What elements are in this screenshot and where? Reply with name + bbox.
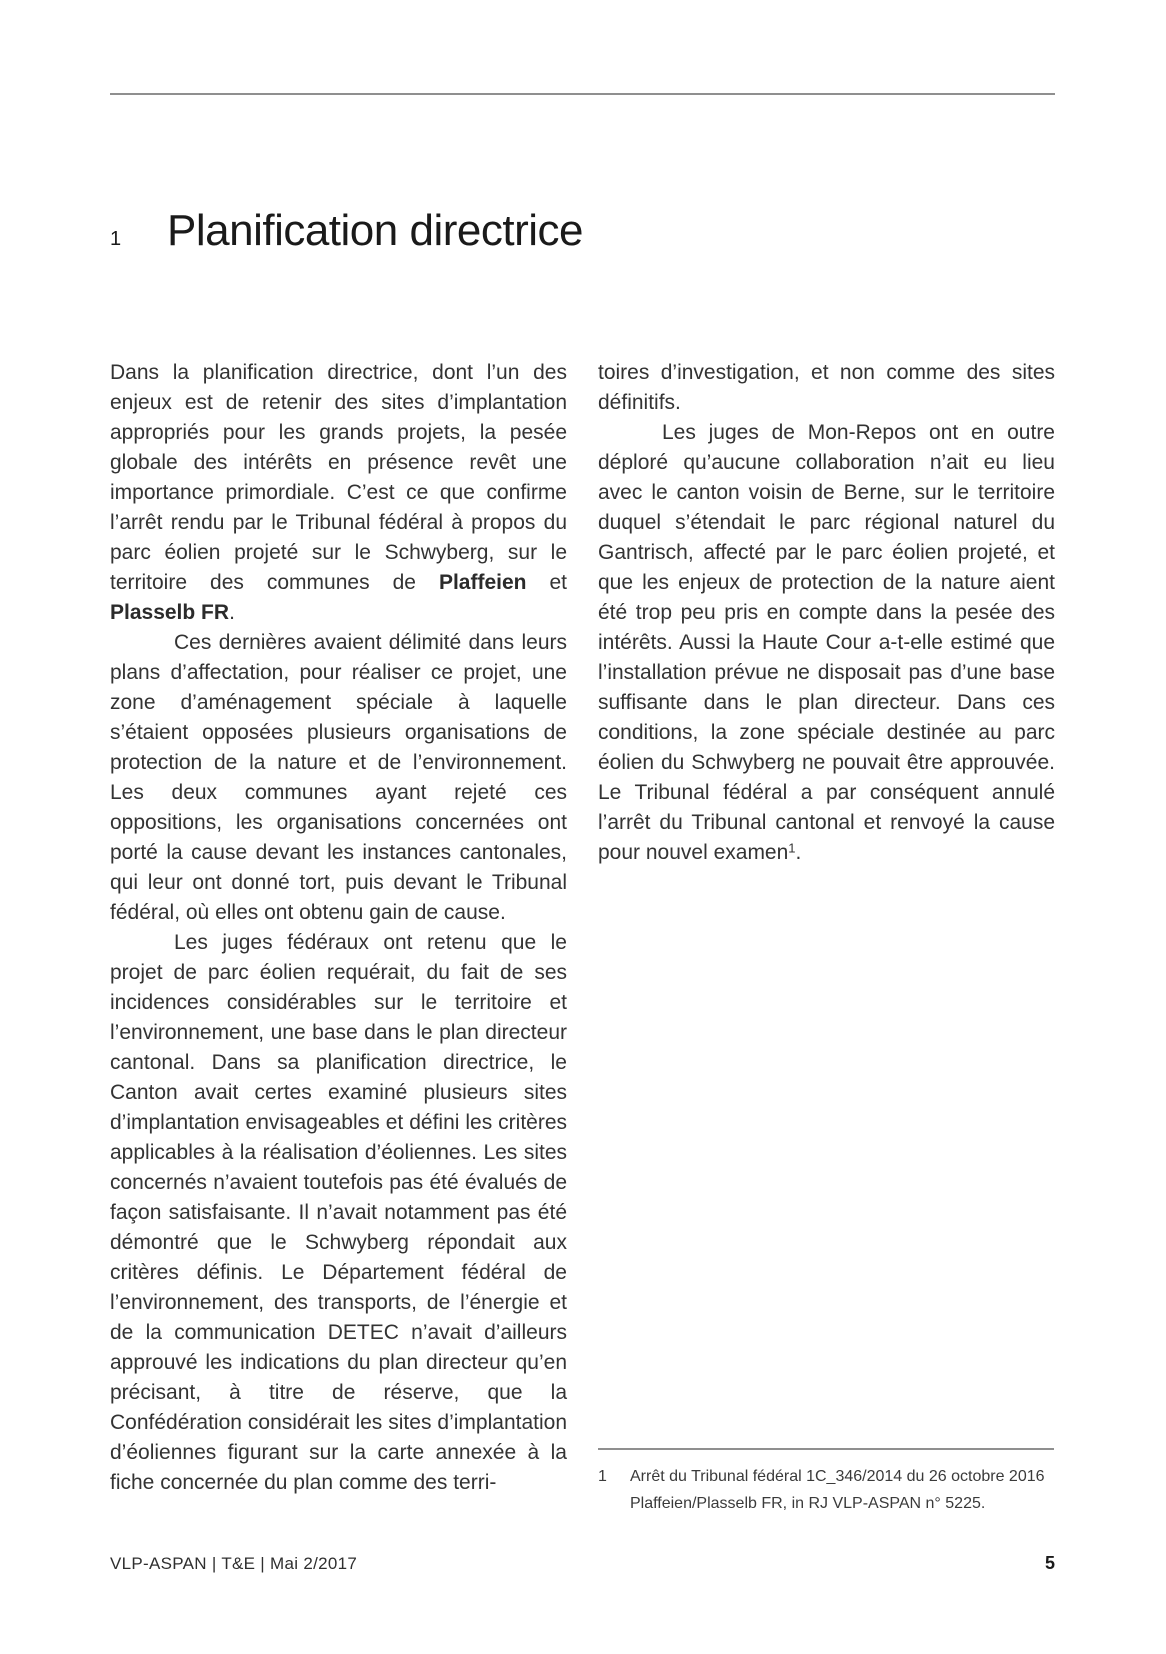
paragraph: Dans la planification directrice, dont l’un des enjeux est de retenir des sites d’implantation appropriés pour les grands projets, la pesée globale des intérêts en présence revêt une importance primordiale. C’est ce que confirme l’arrêt rendu par le Tribunal fédéral à propos du parc éolien projeté sur le Schwyberg, sur le territoire des communes de Plaffeien et Plasselb FR.: [110, 361, 567, 624]
page-footer: [110, 1553, 1055, 1574]
paragraph: Ces dernières avaient délimité dans leurs plans d’affectation, pour réaliser ce projet, une zone d’aménagement spéciale à laquelle s’étaient opposées plusieurs organisations de protection de la nature et de l’environnement. Les deux communes ayant rejeté ces oppositions, les organisations concernées ont porté la cause devant les instances cantonales, qui leur ont donné tort, puis devant le Tribunal fédéral, où elles ont obtenu gain de cause.: [110, 631, 567, 924]
footnote-number: 1: [598, 1468, 607, 1485]
article-body: [110, 358, 1055, 1498]
chapter-number: 1: [110, 228, 122, 250]
page-title: Planification directrice: [167, 206, 583, 255]
paragraph: toires d’investigation, et non comme des sites définitifs.: [598, 361, 1055, 414]
footnote-rule: [598, 1448, 1054, 1450]
chapter-heading: [110, 206, 1055, 256]
page-number: 5: [1044, 1553, 1055, 1573]
paragraph: Les juges de Mon-Repos ont en outre déploré qu’aucune collaboration n’ait eu lieu avec le canton voisin de Berne, sur le territoire duquel s’étendait le parc régional naturel du Gantrisch, affecté par le parc éolien projeté, et que les enjeux de protection de la nature aient été trop peu pris en compte dans la pesée des intérêts. Aussi la Haute Cour a-t-elle estimé que l’installation prévue ne disposait pas d’une base suffisante dans le plan directeur. Dans ces conditions, la zone spéciale destinée au parc éolien du Schwyberg ne pouvait être approuvée. Le Tribunal fédéral a par conséquent annulé l’arrêt du Tribunal cantonal et renvoyé la cause pour nouvel examen$^1$.: [598, 421, 1055, 864]
body-column-right: [598, 358, 1055, 1498]
footnote: [598, 1463, 1054, 1517]
footer-journal-info: VLP-ASPAN | T&E | Mai 2/2017: [110, 1554, 358, 1573]
paragraph: Les juges fédéraux ont retenu que le projet de parc éolien requérait, du fait de ses incidences considérables sur le territoire et l’environnement, une base dans le plan directeur cantonal. Dans sa planification directrice, le Canton avait certes examiné plusieurs sites d’implantation envisageables et défini les critères applicables à la réalisation d’éoliennes. Les sites concernés n’avaient toutefois pas été évalués de façon satisfaisante. Il n’avait notamment pas été démontré que le Schwyberg répondait aux critères définis. Le Département fédéral de l’environnement, des transports, de l’énergie et de la communication DETEC n’avait d’ailleurs approuvé les indications du plan directeur qu’en précisant, à titre de réserve, que la Confédération considérait les sites d’implantation d’éoliennes figurant sur la carte annexée à la fiche concernée du plan comme des terri-: [110, 931, 567, 1494]
footnote-block: [598, 1448, 1054, 1517]
body-column-left: [110, 358, 567, 1498]
footnote-text: Arrêt du Tribunal fédéral 1C_346/2014 du 26 octobre 2016 Plaffeien/Plasselb FR, in RJ VLP-ASPAN n° 5225.: [630, 1468, 1045, 1512]
header-rule: [110, 93, 1055, 95]
